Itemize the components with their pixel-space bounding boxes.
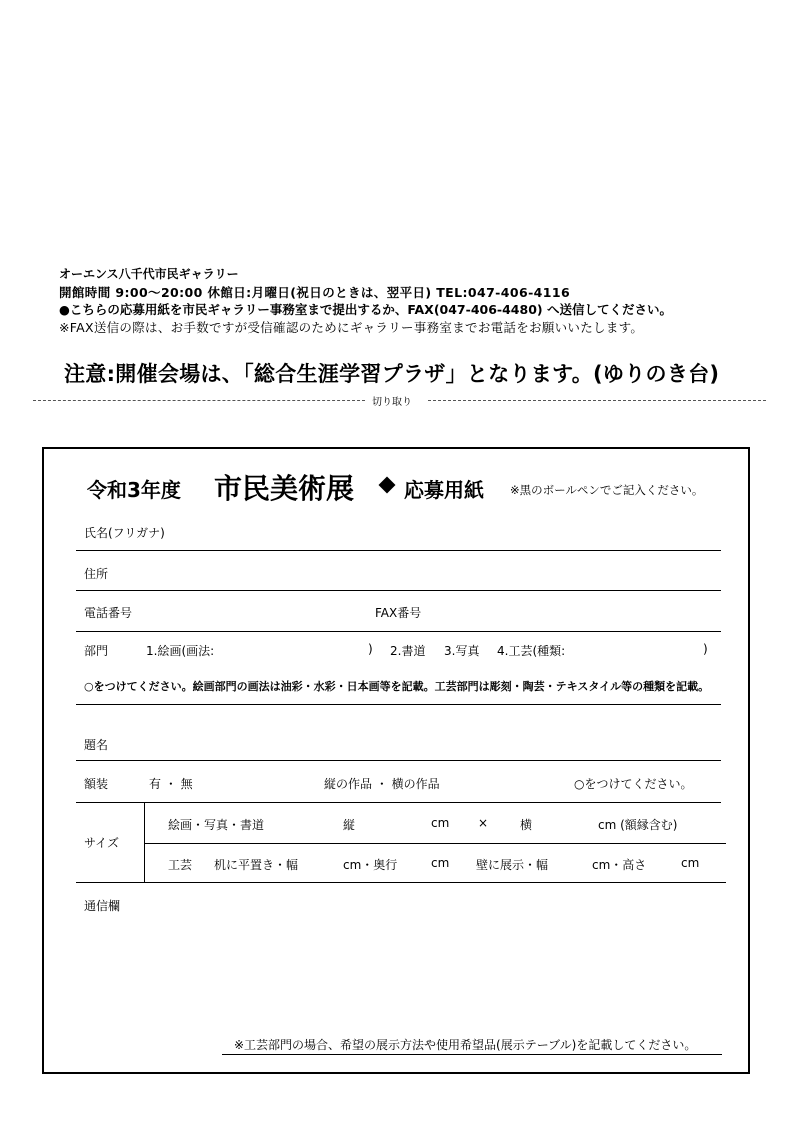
form-title-main: 市民美術展 <box>214 472 355 505</box>
size-label: サイズ <box>84 836 120 850</box>
size-row1-cm: cm <box>431 816 450 830</box>
dept-paren-close-2: ) <box>703 642 708 656</box>
form-title-sub: 応募用紙 <box>404 478 484 502</box>
cut-line-right <box>428 400 766 401</box>
address-label: 住所 <box>84 567 109 581</box>
form-title-year: 令和3年度 <box>87 478 181 502</box>
size-row2-cm-2: cm <box>681 856 700 870</box>
frame-field-line <box>76 802 721 803</box>
dept-label: 部門 <box>84 644 109 658</box>
circle-note: ○をつけてください。 <box>574 777 693 791</box>
size-row2-type: 工芸 <box>168 858 193 872</box>
comm-label: 通信欄 <box>84 899 121 913</box>
comm-footer-note: ※工芸部門の場合、希望の展示方法や使用希望品(展示テーブル)を記載してください。 <box>234 1038 697 1052</box>
form-title-note: ※黒のボールペンでご記入ください。 <box>510 483 704 497</box>
cut-line-left <box>33 400 365 401</box>
dept-calligraphy[interactable]: 2.書道 <box>390 644 426 658</box>
phone-label: 電話番号 <box>84 606 133 620</box>
artwork-title-label: 題名 <box>84 738 109 752</box>
size-row2-height: cm・高さ <box>592 858 647 872</box>
size-bottom-line <box>76 882 726 883</box>
dept-craft[interactable]: 4.工芸(種類: <box>497 644 566 658</box>
dept-photo[interactable]: 3.写真 <box>444 644 480 658</box>
dept-painting[interactable]: 1.絵画(画法: <box>146 644 215 658</box>
frame-label: 額装 <box>84 777 109 791</box>
artwork-title-field-line[interactable] <box>76 760 721 761</box>
address-field-line[interactable] <box>76 590 721 591</box>
name-field-line[interactable] <box>76 550 721 551</box>
comm-bottom-line <box>222 1054 722 1055</box>
fax-note: ※FAX送信の際は、お手数ですが受信確認のためにギャラリー事務室までお電話をお願いいたします。 <box>59 320 644 335</box>
submission-instruction: ●こちらの応募用紙を市民ギャラリー事務室まで提出するか、FAX(047-406-4480) へ送信してください。 <box>59 302 672 317</box>
fax-label: FAX番号 <box>375 606 422 620</box>
gallery-hours: 開館時間 9:00〜20:00 休館日:月曜日(祝日のときは、翌平日) TEL:047-406-4116 <box>59 285 571 300</box>
size-row1-times: × <box>478 816 489 830</box>
name-label: 氏名(フリガナ) <box>84 526 165 540</box>
orientation-options[interactable]: 縦の作品 ・ 横の作品 <box>324 777 440 791</box>
size-row1-cm-frame: cm (額縁含む) <box>598 818 678 832</box>
cut-label: 切り取り <box>372 397 412 408</box>
dept-instruction: ○をつけてください。絵画部門の画法は油彩・水彩・日本画等を記載。工芸部門は彫刻・陶芸・テキスタイル等の種類を記載。 <box>84 680 710 693</box>
phone-field-line[interactable] <box>76 631 721 632</box>
size-row1-vertical: 縦 <box>343 818 356 832</box>
size-row1-line <box>144 843 726 844</box>
size-row1-type: 絵画・写真・書道 <box>168 818 265 832</box>
size-row2-depth: cm・奥行 <box>343 858 398 872</box>
size-row1-horizontal: 横 <box>520 818 533 832</box>
frame-options[interactable]: 有 ・ 無 <box>149 777 193 791</box>
size-row2-cm: cm <box>431 856 450 870</box>
dept-field-line <box>76 704 721 705</box>
venue-notice: 注意:開催会場は、「総合生涯学習プラザ」となります。(ゆりのき台) <box>64 362 720 386</box>
size-row2-desk-width: 机に平置き・幅 <box>214 858 299 872</box>
size-row2-wall-width: 壁に展示・幅 <box>476 858 549 872</box>
dept-paren-close-1: ) <box>368 642 373 656</box>
gallery-name: オーエンス八千代市民ギャラリー <box>59 267 239 281</box>
